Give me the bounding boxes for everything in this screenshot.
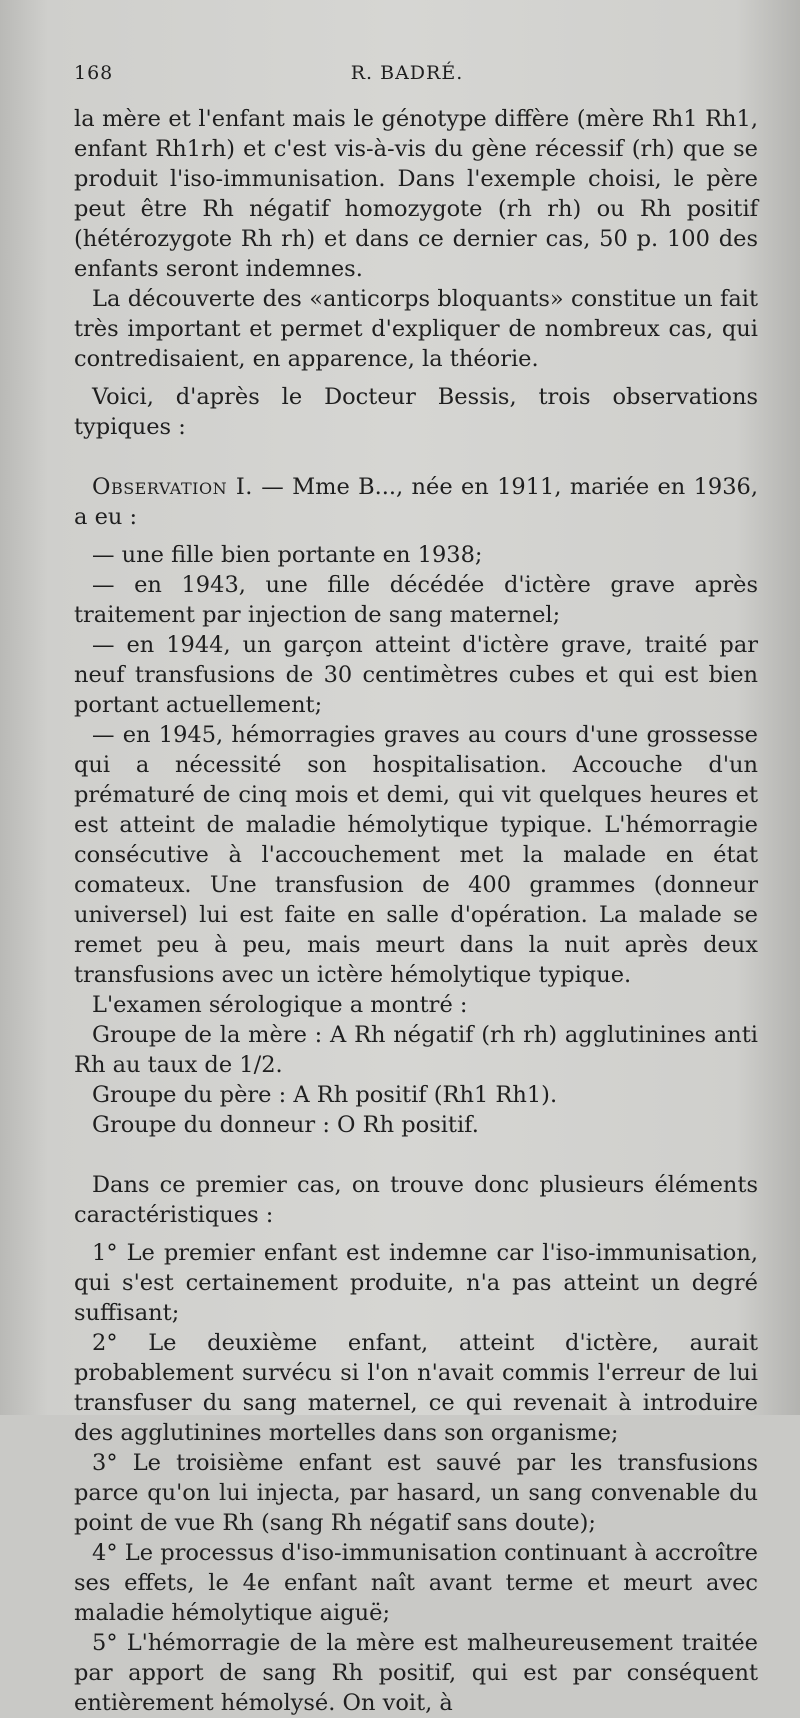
serology-line: Groupe du donneur : O Rh positif. — [92, 1112, 479, 1138]
running-head: R. BADRÉ. — [350, 62, 464, 84]
observation-item: — en 1945, hémorragies graves au cours d'une grossesse qui a nécessité son hospitalisation. Accouche d'un prématuré de cinq mois et demi, qui vit quelques heures et est atteint de maladie hémolytique typique. L'hémorragie consécutive à l'accouchement met la malade en état comateux. Une transfusion de 400 grammes (donneur universel) lui est faite en salle d'opération. La malade se remet peu à peu, mais meurt dans la nuit après deux transfusions avec un ictère hémolytique typique. — [74, 722, 758, 988]
page-number: 168 — [74, 62, 114, 84]
observation-text: — Mme B..., née en 1911, mariée en 1936, a eu : — [74, 474, 758, 530]
conclusion-point: 2° Le deuxième enfant, atteint d'ictère, aurait probablement survécu si l'on n'avait commis l'erreur de lui transfuser du sang maternel, ce qui revenait à introduire des agglutinines mortelles dans son organisme; — [74, 1330, 758, 1446]
observation-heading — [74, 472, 758, 532]
serology-line: Groupe de la mère : A Rh négatif (rh rh) agglutinines anti Rh au taux de 1/2. — [74, 1022, 758, 1078]
serology-intro: L'examen sérologique a montré : — [92, 992, 468, 1018]
conclusion-point: 1° Le premier enfant est indemne car l'iso-immunisation, qui s'est certainement produite, n'a pas atteint un degré suffisant; — [74, 1240, 758, 1326]
observation-item: — une fille bien portante en 1938; — [92, 542, 483, 568]
observation-item: — en 1943, une fille décédée d'ictère grave après traitement par injection de sang maternel; — [74, 572, 758, 628]
conclusion-intro: Dans ce premier cas, on trouve donc plusieurs éléments caractéristiques : — [74, 1172, 758, 1228]
observation-label: Observation I. — [92, 474, 253, 500]
page-header — [74, 62, 740, 92]
page-body — [74, 104, 758, 1718]
paragraph-intro-observations: Voici, d'après le Docteur Bessis, trois observations typiques : — [74, 384, 758, 440]
conclusion-point: 5° L'hémorragie de la mère est malheureusement traitée par apport de sang Rh positif, qui est par conséquent entièrement hémolysé. On voit, à — [74, 1630, 758, 1716]
serology-line: Groupe du père : A Rh positif (Rh1 Rh1). — [92, 1082, 558, 1108]
paragraph-anticorps: La découverte des «anticorps bloquants» constitue un fait très important et permet d'expliquer de nombreux cas, qui contredisaient, en apparence, la théorie. — [74, 286, 758, 372]
observation-item: — en 1944, un garçon atteint d'ictère grave, traité par neuf transfusions de 30 centimètres cubes et qui est bien portant actuellement; — [74, 632, 758, 718]
conclusion-point: 3° Le troisième enfant est sauvé par les transfusions parce qu'on lui injecta, par hasard, un sang convenable du point de vue Rh (sang Rh négatif sans doute); — [74, 1450, 758, 1536]
conclusion-point: 4° Le processus d'iso-immunisation continuant à accroître ses effets, le 4e enfant naît avant terme et meurt avec maladie hémolytique aiguë; — [74, 1540, 758, 1626]
paragraph-genotype: la mère et l'enfant mais le génotype diffère (mère Rh1 Rh1, enfant Rh1rh) et c'est vis-à-vis du gène récessif (rh) que se produit l'iso-immunisation. Dans l'exemple choisi, le père peut être Rh négatif homozygote (rh rh) ou Rh positif (hétérozygote Rh rh) et dans ce dernier cas, 50 p. 100 des enfants seront indemnes. — [74, 106, 758, 282]
